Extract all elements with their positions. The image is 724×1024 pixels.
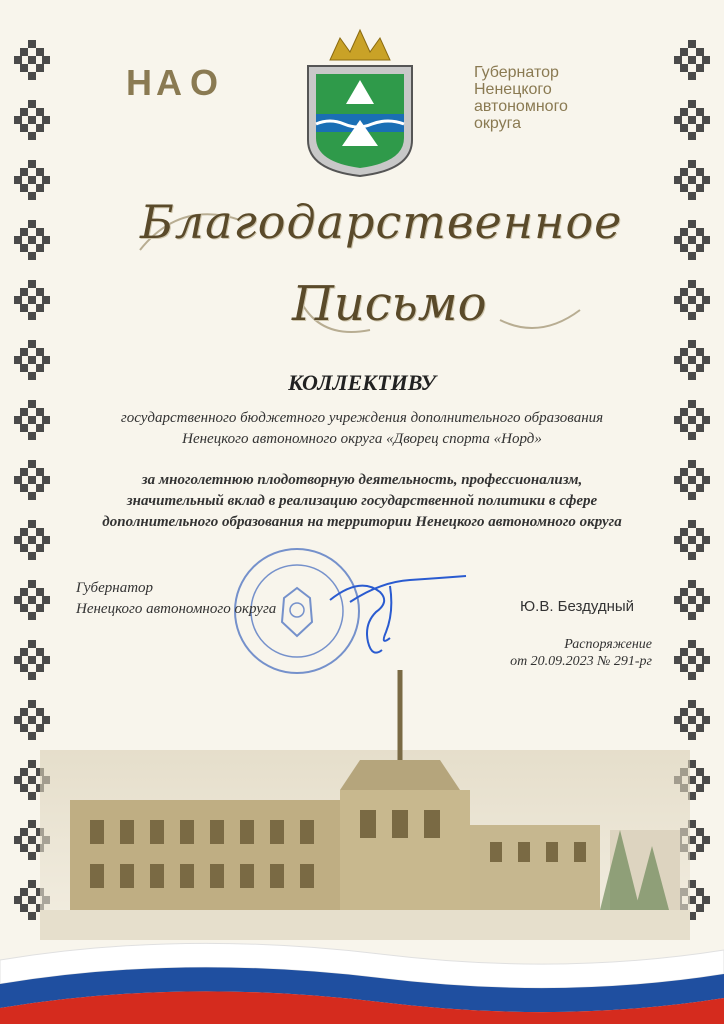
signatory-position-line: Ненецкого автономного округа: [76, 601, 277, 617]
decree-label: Распоряжение: [564, 637, 652, 652]
organization-line: Ненецкого автономного округа «Дворец спорта «Норд»: [182, 431, 542, 447]
certificate-title-line-2: Письмо: [292, 276, 487, 332]
award-reason: [50, 470, 674, 533]
certificate-title-line-1: Благодарственное: [140, 195, 623, 249]
russian-flag-ribbon: [0, 930, 724, 1024]
governor-title-line: округа: [474, 115, 521, 132]
organization-name: [60, 408, 664, 450]
addressee: КОЛЛЕКТИВУ: [288, 370, 436, 395]
nao-logo-letter: А: [156, 62, 183, 103]
signatory-name: Ю.В. Бездудный: [520, 598, 635, 615]
nao-logo: [126, 62, 224, 102]
governor-title-line: Губернатор: [474, 64, 559, 81]
building-illustration: [40, 650, 690, 940]
signatory-position-line: Губернатор: [76, 580, 154, 596]
reason-line: значительный вклад в реализацию государственной политики в сфере: [126, 493, 598, 509]
governor-header-title: [474, 64, 634, 132]
signatory-position: [76, 578, 276, 620]
handwritten-signature: [320, 572, 470, 662]
governor-title-line: автономного: [474, 98, 568, 115]
coat-of-arms-icon: [300, 20, 420, 180]
reason-line: дополнительного образования на территории Ненецкого автономного округа: [102, 514, 622, 530]
governor-title-line: Ненецкого: [474, 81, 552, 98]
decree-number: от 20.09.2023 № 291-рг: [510, 654, 652, 669]
nao-logo-letter: Н: [126, 62, 153, 103]
nao-logo-letter: О: [190, 62, 220, 103]
organization-line: государственного бюджетного учреждения дополнительного образования: [120, 410, 604, 426]
reason-line: за многолетнюю плодотворную деятельность, профессионализм,: [141, 472, 583, 488]
